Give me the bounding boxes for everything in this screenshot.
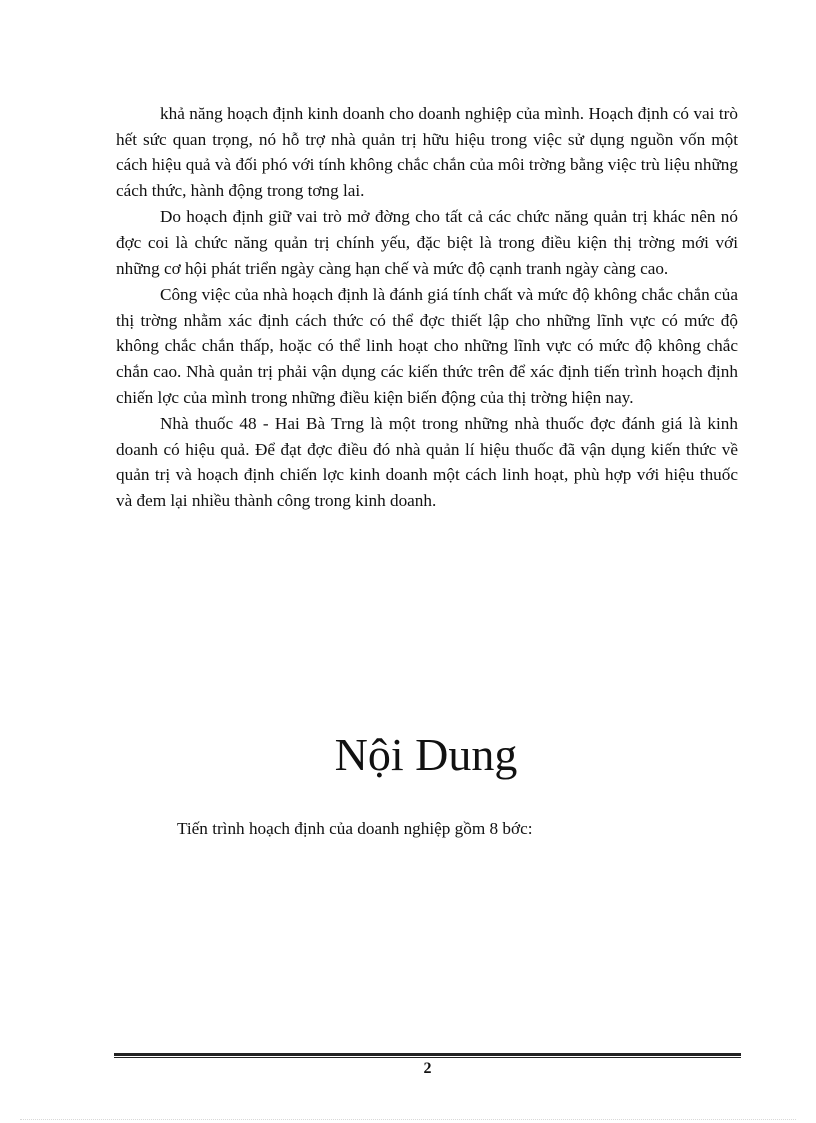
paragraph-2: Do hoạch định giữ vai trò mở đờng cho tất cả các chức năng quản trị khác nên nó đợc coi là chức năng quản trị chính yếu, đặc biệt là trong điều kiện thị trờng mới với những cơ hội phát triển ngày càng hạn chế và mức độ cạnh tranh ngày càng cao. xyxy=(116,207,738,278)
paragraph-4: Nhà thuốc 48 - Hai Bà Trng là một trong những nhà thuốc đợc đánh giá là kinh doanh có hiệu quả. Để đạt đợc điều đó nhà quản lí hiệu thuốc đã vận dụng kiến thức về quản trị và hoạch định chiến lợc kinh doanh một cách linh hoạt, phù hợp với hiệu thuốc và đem lại nhiều thành công trong kinh doanh. xyxy=(116,414,738,510)
body-text xyxy=(116,101,738,515)
page-edge-divider xyxy=(20,1119,796,1120)
footer-rule xyxy=(114,1053,741,1058)
steps-intro-line: Tiến trình hoạch định của doanh nghiệp gồm 8 bớc: xyxy=(177,819,533,838)
section-heading: Nội Dung xyxy=(334,729,518,780)
paragraph-1: khả năng hoạch định kinh doanh cho doanh nghiệp của mình. Hoạch định có vai trò hết sức quan trọng, nó hỗ trợ nhà quản trị hữu hiệu trong việc sử dụng nguồn vốn một cách hiệu quả và đối phó với tính không chắc chắn của môi trờng bằng việc trù liệu những cách thức, hành động trong tơng lai. xyxy=(116,104,738,200)
paragraph-3: Công việc của nhà hoạch định là đánh giá tính chất và mức độ không chắc chắn của thị trờng nhằm xác định cách thức có thể đợc thiết lập cho những lĩnh vực có mức độ không chắc chắn thấp, hoặc có thể linh hoạt cho những lĩnh vực có mức độ không chắc chắn cao. Nhà quản trị phải vận dụng các kiến thức trên để xác định tiến trình hoạch định chiến lợc của mình trong những điều kiện biến động của thị trờng hiện nay. xyxy=(116,285,738,407)
page-number: 2 xyxy=(423,1060,432,1077)
